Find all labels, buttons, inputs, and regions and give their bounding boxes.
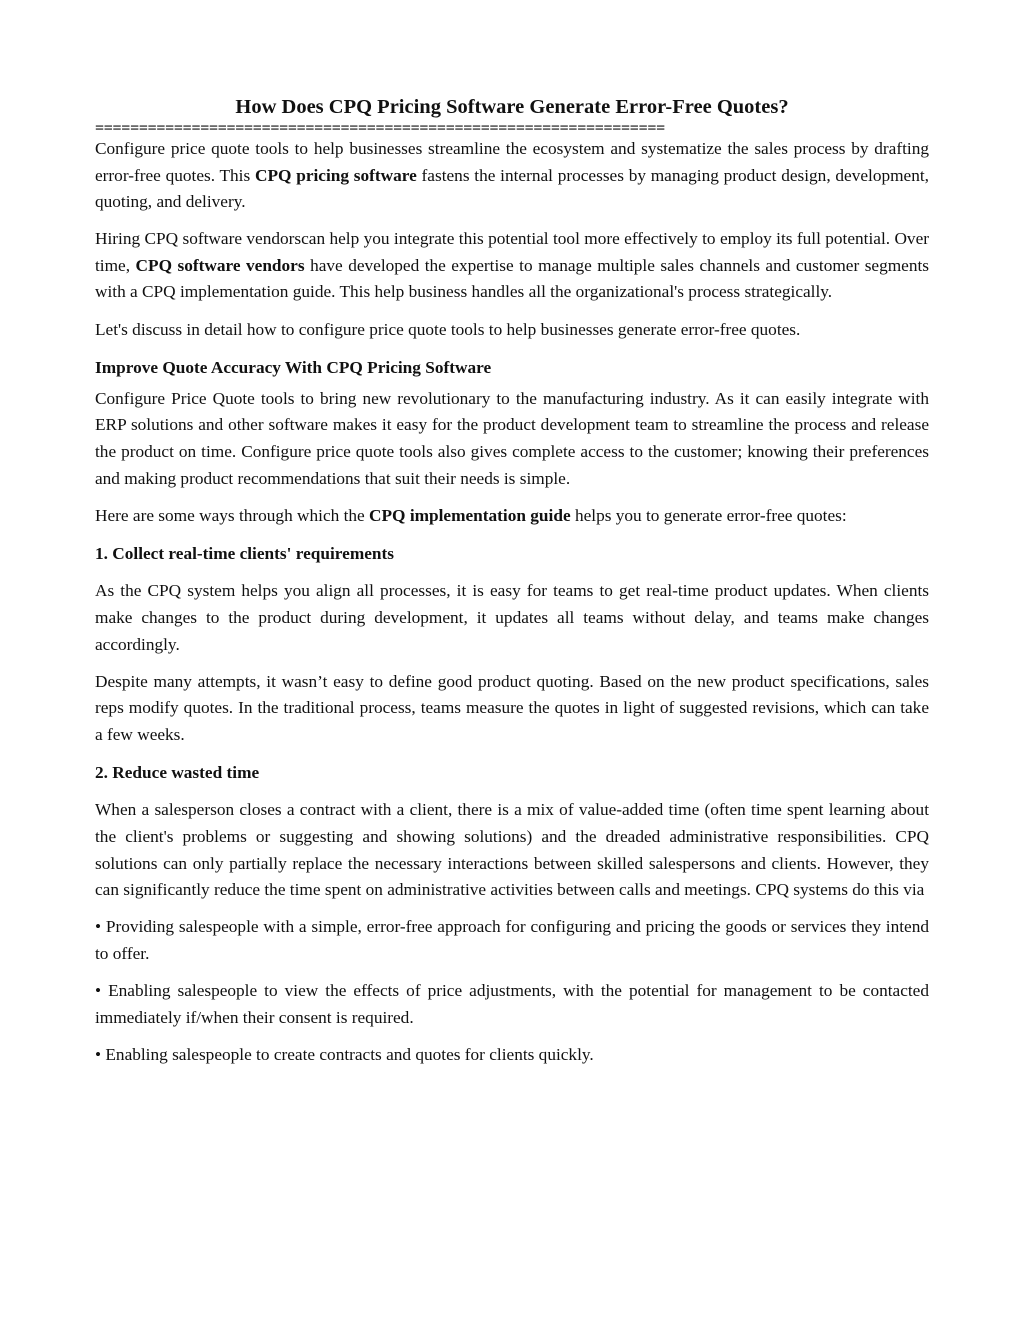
bullet-item: • Enabling salespeople to create contracts and quotes for clients quickly. bbox=[95, 1044, 594, 1064]
document-title: How Does CPQ Pricing Software Generate Error-Free Quotes? bbox=[235, 96, 789, 118]
link-cpq-pricing-software: CPQ pricing software bbox=[254, 165, 417, 185]
bullet-item: • Enabling salespeople to view the effects of price adjustments, with the potential for management to be contacted immediately if/when their consent is required. bbox=[95, 981, 929, 1027]
title-divider: ================================================================= bbox=[95, 122, 665, 136]
section-paragraph-1: Configure Price Quote tools to bring new revolutionary to the manufacturing industry. As it can easily integrate with ERP solutions and other software makes it easy for the product development team to streamline the process and release the product on time. Configure price quote tools also gives complete access to the customer; knowing their preferences and making product recommendations that suit their needs is simple. bbox=[95, 388, 929, 488]
section-heading: Improve Quote Accuracy With CPQ Pricing Software bbox=[95, 358, 492, 378]
bullet-item: • Providing salespeople with a simple, error-free approach for configuring and pricing the goods or services they intend to offer. bbox=[95, 917, 929, 963]
point-1-heading: 1. Collect real-time clients' requirements bbox=[95, 544, 394, 564]
intro-p1-text-after: fastens the internal processes by managing product design, development, quoting, and delivery. bbox=[95, 165, 929, 212]
intro-p2-text-after: have developed the expertise to manage multiple sales channels and customer segments with a CPQ implementation guide. This help business handles all the organizational's process strategically. bbox=[95, 255, 930, 302]
point-1-paragraph-1: As the CPQ system helps you align all processes, it is easy for teams to get real-time product updates. When clients make changes to the product during development, it updates all teams without delay, and teams make changes accordingly. bbox=[95, 581, 929, 654]
point-2-heading: 2. Reduce wasted time bbox=[95, 763, 260, 783]
intro-paragraph-1 bbox=[95, 136, 929, 216]
point-2-paragraph-1: When a salesperson closes a contract with a client, there is a mix of value-added time (often time spent learning about the client's problems or suggesting and showing solutions) and the dreaded administrative responsibilities. CPQ solutions can only partially replace the necessary interactions between skilled salespersons and clients. However, they can significantly reduce the time spent on administrative activities between calls and meetings. CPQ systems do this via bbox=[95, 800, 929, 900]
link-cpq-implementation-guide: CPQ implementation guide bbox=[369, 505, 571, 525]
intro-paragraph-3: Let's discuss in detail how to configure price quote tools to help businesses generate error-free quotes. bbox=[95, 319, 801, 339]
intro-paragraph-2 bbox=[95, 226, 929, 306]
document-page bbox=[95, 92, 929, 1079]
section-p2-text-before: Here are some ways through which the bbox=[95, 505, 370, 525]
link-cpq-software-vendors: CPQ software vendors bbox=[135, 255, 305, 275]
intro-p1-text-before: Configure price quote tools to help businesses streamline the ecosystem and systematize the sales process by drafting error-free quotes. This bbox=[95, 139, 929, 185]
section-p2-text-after: helps you to generate error-free quotes: bbox=[570, 505, 847, 525]
point-1-paragraph-2: Despite many attempts, it wasn’t easy to define good product quoting. Based on the new product specifications, sales reps modify quotes. In the traditional process, teams measure the quotes in light of suggested revisions, which can take a few weeks. bbox=[95, 671, 929, 744]
section-paragraph-2 bbox=[95, 503, 929, 530]
intro-p2-text-before: Hiring CPQ software vendorscan help you integrate this potential tool more effectively to employ its full potential. Over time, bbox=[95, 229, 929, 275]
